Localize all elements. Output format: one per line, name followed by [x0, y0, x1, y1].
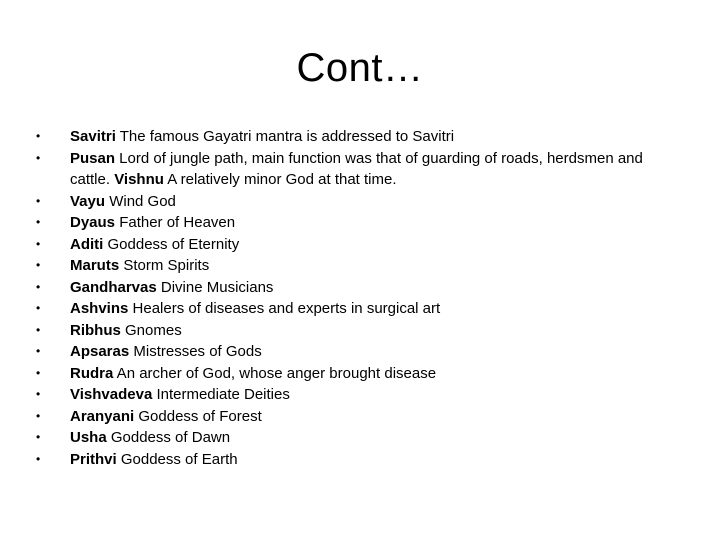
item-description: Goddess of Eternity: [103, 235, 240, 253]
bullet-icon: •: [36, 236, 41, 251]
item-description: The famous Gayatri mantra is addressed to Savitri: [115, 128, 455, 145]
item-term: Rudra: [70, 364, 114, 382]
list-item: [36, 384, 676, 406]
list-item: [36, 234, 676, 256]
item-description: Wind God: [105, 192, 176, 210]
list-item: [36, 449, 676, 471]
item-description: Healers of diseases and experts in surgical art: [128, 300, 441, 317]
list-item: [36, 363, 676, 385]
item-description-secondary: A relatively minor God at that time.: [163, 171, 397, 188]
list-item: [36, 212, 676, 234]
item-term: Aditi: [70, 235, 104, 253]
item-description: Goddess of Forest: [134, 407, 262, 425]
bullet-icon: •: [36, 365, 41, 380]
list-item: [36, 191, 676, 213]
bullet-icon: •: [36, 301, 41, 315]
bullet-icon: •: [36, 279, 41, 294]
item-term: Dyaus: [70, 214, 116, 231]
item-description: Lord of jungle path, main function was that of guarding of roads, herdsmen and cattle.: [70, 149, 643, 188]
bullet-icon: •: [36, 451, 41, 466]
list-item: [36, 427, 676, 449]
item-term: Ribhus: [70, 321, 121, 339]
item-term-secondary: Vishnu: [114, 171, 164, 188]
item-description: Goddess of Earth: [116, 450, 238, 468]
item-description: Mistresses of Gods: [129, 343, 262, 360]
item-term: Prithvi: [70, 450, 117, 468]
item-term: Gandharvas: [70, 278, 157, 296]
bullet-icon: •: [36, 258, 41, 272]
bullet-icon: •: [36, 215, 41, 229]
item-term: Vayu: [70, 192, 106, 210]
item-term: Usha: [70, 429, 107, 446]
list-item: [36, 255, 676, 277]
bullet-icon: •: [36, 387, 41, 401]
list-item: [36, 341, 676, 363]
list-item: [36, 126, 676, 148]
item-term: Aranyani: [70, 407, 135, 425]
item-term: Vishvadeva: [70, 386, 153, 403]
item-term: Apsaras: [70, 343, 130, 360]
bullet-list: [36, 126, 676, 470]
item-description: Intermediate Deities: [152, 386, 290, 403]
item-description: Gnomes: [120, 321, 182, 339]
bullet-icon: •: [36, 150, 41, 165]
item-term: Pusan: [70, 149, 116, 167]
list-item: [36, 406, 676, 428]
item-term: Savitri: [70, 128, 116, 145]
item-description: Goddess of Dawn: [106, 429, 231, 446]
item-term: Maruts: [70, 257, 120, 274]
item-description: An archer of God, whose anger brought disease: [113, 364, 437, 382]
slide-title: Cont…: [296, 46, 424, 90]
item-term: Ashvins: [70, 300, 129, 317]
item-description: Divine Musicians: [156, 278, 274, 296]
bullet-icon: •: [36, 129, 41, 143]
item-description: Father of Heaven: [115, 214, 236, 231]
bullet-icon: •: [36, 408, 41, 423]
bullet-icon: •: [36, 430, 41, 444]
list-item: [36, 298, 676, 320]
list-item: [36, 320, 676, 342]
list-item: [36, 148, 676, 191]
item-description: Storm Spirits: [119, 257, 210, 274]
bullet-icon: •: [36, 322, 41, 337]
list-item: [36, 277, 676, 299]
bullet-icon: •: [36, 344, 41, 358]
bullet-icon: •: [36, 193, 41, 208]
